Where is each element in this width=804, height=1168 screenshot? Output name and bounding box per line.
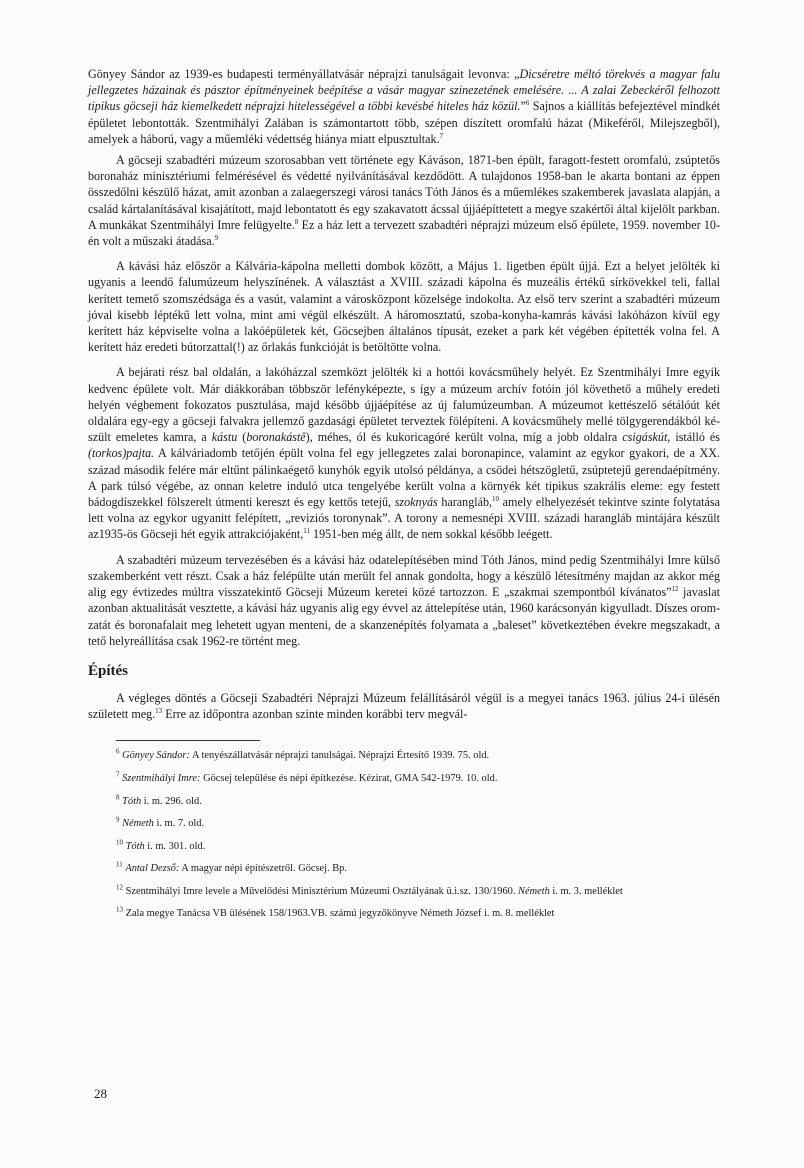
text-run: Erre az időpontra azonban szinte minden korábbi terv megvál- <box>162 707 468 722</box>
footnote-ref: 8 <box>294 217 299 226</box>
footnote-ref: 9 <box>214 234 219 242</box>
italic-text: Németh <box>122 818 154 830</box>
text-run: A végleges döntés a Göcseji Szabadtéri Néprajzi Múzeum felállításáról végül is a megyei tanács 1963. július 24-i ülésén született meg. <box>88 690 720 722</box>
footnote-10 <box>116 840 720 854</box>
text-run: ), méhes, ól és kukoricagóré került volna, míg a jobb oldalra <box>305 430 623 445</box>
footnote-ref: 6 <box>116 747 120 756</box>
text-run: Zala megye Tanácsa VB ülésének 158/1963.VB. számú jegyzőkönyve Németh József i. m. 8. melléklet <box>123 908 555 920</box>
footnote-ref: 7 <box>116 770 120 779</box>
text-run: amely elhelyezését tekintve szinte folytatása lett volna az egykor ugyanitt felépített, „reviziós toronynak”. A torony a nemesnépi XVIII. századi harangláb mintájára készült az1935-ös Göcseji hét egyik attrakciójaként, <box>88 495 720 542</box>
footnote-ref: 11 <box>116 860 123 869</box>
section-heading: Építés <box>88 662 129 679</box>
text-run: i. m. 3. melléklet <box>549 885 623 897</box>
footnote-divider <box>116 740 260 741</box>
footnote-12 <box>116 885 720 899</box>
text-run: Sajnos a kiállítás befejeztével mindkét épületet lebontották. Szentmihályi Zalában is számontartott több, szépen díszített oromfalú házat (Mikeféről, Milejszegből), amelyek a háború, vagy a műemléki védettség hiánya miatt elpusztultak. <box>88 99 720 146</box>
footnote-ref: 13 <box>116 906 123 914</box>
italic-text: (torkos)pajta. <box>88 446 155 461</box>
text-run: A bejárati rész bal oldalán, a lakóházzal szemközt jelölték ki a hottói kovácsműhely helyét. Ez Szentmihályi Imre egyik kedvenc épülete volt. Már diákkorában többször lefényképezte, s így a múzeum archív fotóin jól követhető a műhely eredeti helyén végbement fokozatos pusztulása, majd később újjáépítése az új falumúzeumban. A múzeumot kettészelő sétálóút két oldalára egy-egy a göcseji falvakra jellemző gazdasági épületet terveztek fölépíteni. A kovácsműhely mellé tölgygerendákból készült emeletes kamra, a <box>88 365 720 445</box>
footnote-ref: 12 <box>671 585 679 594</box>
section-body <box>88 690 720 722</box>
text-run: A magyar népi építészetről. Göcsej. Bp. <box>179 863 347 875</box>
footnote-ref: 13 <box>155 707 163 716</box>
italic-text: Szentmihályi Imre: <box>122 772 201 784</box>
text-run: Göcsej települése és népi építkezése. Kézirat, GMA 542-1979. 10. old. <box>200 772 498 784</box>
footnote-ref: 7 <box>439 131 444 140</box>
text-run: A kávási ház először a Kálvária-kápolna melletti dombok között, a Május 1. ligetben épült újjá. Ezt a helyet jelölték ki ugyanis a leendő falumúzeum helyszínének. A választást a XVIII. századi kápolna és muzeális értékű sírkövekkel teli, fallal kerített temető szomszédsága és a vasút, valamint a városközpont közelsége indokolta. Az első terv szerint a szabadtéri múzeum jóval kisebb léptékű lett volna, mint ami végül elkészült. A háromosztatú, szoba-konyha-kamrás kávási lakóházon kívül egy kerített ház képviselte volna a lakóépületek két, Göcsejben általános típusát, ezeket a park két végében építették volna fel. A kerített ház eredeti bútorzattal(!) az őrlakás funkcióját is betöltötte volna. <box>88 259 720 355</box>
text-run: i. m. 7. old. <box>153 818 205 830</box>
text-run: A szabadtéri múzeum tervezésében és a kávási ház odatelepítésében mind Tóth János, mind pedig Szentmihályi Imre külső szakemberként vett részt. Csak a ház felépülte után merült fel annak gondolta, hogy a készülő létesítmény majdan az akkor még alig egy évtizedes múltra visszatekintő Göcseji Múzeum keretei közé tartozzon. E „szakmai szempontból kívánatos” <box>88 552 720 600</box>
italic-text: Gönyey Sándor: <box>122 750 190 762</box>
text-run: ” <box>520 99 526 114</box>
footnote-ref: 10 <box>492 495 500 504</box>
footnotes <box>88 749 720 921</box>
italic-text: kástu <box>211 430 238 445</box>
footnote-ref: 6 <box>525 99 530 108</box>
text-run: A tenyészállatvásár néprajzi tanulságai. Néprajzi Értesítő 1939. 75. old. <box>189 750 490 762</box>
paragraph-1 <box>88 66 720 147</box>
footnote-ref: 8 <box>116 793 120 802</box>
document-page <box>88 66 720 930</box>
text-run: istálló és <box>670 430 720 445</box>
italic-text: csigáskút, <box>622 430 671 445</box>
italic-text: szoknyás <box>394 495 438 510</box>
text-run: A kálváriadomb tetőjén épült volna fel egy jellegzetes zalai boronapince, valamint az egykor gyakori, de a XX. század második felére már eltűnt pálinkaégető kunyhók egyik utolsó példánya, a csödei hétszögletű, zsúptetejű gerendaépítmény. A park túlsó végébe, az onnan keletre induló utca tengelyébe került volna a környék két tipikus szakrális eleme: egy festett bádogdíszekkel fölszerelt útmenti kereszt és egy kettős tetejű, <box>88 446 720 510</box>
text-run: javaslat azonban aktualitását vesztette, a kávási ház ugyanis alig egy évvel az áttelepítése után, 1960 karácsonyán kigyulladt. Díszes oromzatát és boronafalait meg lehetett ugyan menteni, de a skanzenépítés folyamata a „baleset” következtében évekre megszakadt, a tető helyreállítása csak 1962-re történt meg. <box>88 585 721 648</box>
body-text <box>88 66 720 649</box>
page-number: 28 <box>94 1086 107 1101</box>
paragraph-2 <box>88 152 720 249</box>
footnote-8 <box>116 795 720 809</box>
paragraph-5 <box>88 552 720 649</box>
paragraph-4 <box>88 364 720 542</box>
text-run: i. m. 301. old. <box>144 840 206 852</box>
footnote-ref: 12 <box>116 883 123 892</box>
text-run: Szentmihályi Imre levele a Művelődési Minisztérium Múzeumi Osztályának ü.i.sz. 130/1960. <box>123 885 519 897</box>
text-run: A göcseji szabadtéri múzeum szorosabban vett története egy Káváson, 1871-ben épült, faragott-festett oromfalú, zsúptetős boronaház minisztériumi felmérésével és védetté nyilvánításával kezdődött. A tulajdonos 1958-ban le akarta bontani az éppen összedőlni készülő házat, amit azonban a zalaegerszegi városi tanács Tóth János és a műemlékes szakemberek javaslata alapján, a család kártalanításával kisajátított, majd lebontatott és egy szakavatott ácssal újjáépíttetett a megye szakértői által kijelölt parkban. A munkákat Szentmihályi Imre felügyelte. <box>88 153 720 232</box>
paragraph-3 <box>88 258 720 355</box>
section-paragraph <box>88 690 720 722</box>
footnote-13 <box>116 907 720 921</box>
footnote-ref: 10 <box>116 838 123 847</box>
italic-text: Németh <box>518 885 550 897</box>
footnote-ref: 9 <box>116 815 120 824</box>
text-run: harangláb, <box>437 495 493 510</box>
italic-text: Antal Dezső: <box>125 863 180 875</box>
text-run: Ez a ház lett a tervezett szabadtéri néprajzi múzeum első épülete, 1959. november 10-én volt a műszaki átadása. <box>88 217 720 249</box>
italic-text: Tóth <box>122 795 142 807</box>
footnote-11 <box>116 862 720 876</box>
italic-text: Dicséretre méltó törekvés a magyar falu jellegzetes házainak és pásztor építményeinek beépítése a vásár magyar szinezetének emelésére. ... A zalai Zebeckéről felhozott tipikus göcseji ház kiemelkedett néprajzi hitelességével a többi kevésbé hiteles ház közül. <box>88 67 721 114</box>
footnote-6 <box>116 749 720 763</box>
italic-text: Tóth <box>125 840 145 852</box>
text-run: ( <box>237 430 247 445</box>
footnote-9 <box>116 817 720 831</box>
text-run: Gönyey Sándor az 1939-es budapesti terményállatvásár néprajzi tanulságait levonva: „ <box>88 67 520 81</box>
text-run: i. m. 296. old. <box>141 795 202 807</box>
text-run: 1951-ben még állt, de nem sokkal később leégett. <box>310 527 553 542</box>
footnote-ref: 11 <box>303 527 311 536</box>
italic-text: boronakástê <box>246 430 306 445</box>
footnote-7 <box>116 772 720 786</box>
